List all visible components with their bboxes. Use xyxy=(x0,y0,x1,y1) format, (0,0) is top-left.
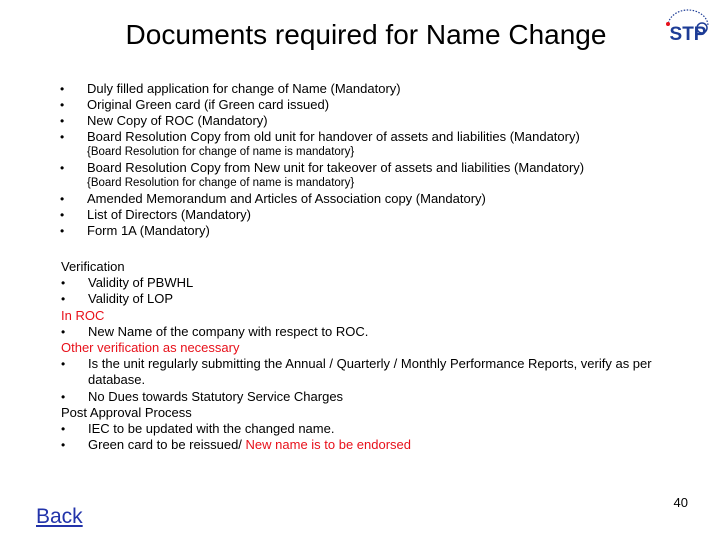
list-item: • New Copy of ROC (Mandatory) xyxy=(60,113,710,129)
logo-text: STP xyxy=(669,24,707,45)
list-item: • IEC to be updated with the changed name. xyxy=(61,421,701,437)
list-item-note: {Board Resolution for change of name is mandatory} xyxy=(87,177,355,189)
other-verification-heading: Other verification as necessary xyxy=(61,340,240,356)
list-item: • Form 1A (Mandatory) xyxy=(60,223,710,239)
list-item: • Duly filled application for change of Name (Mandatory) xyxy=(60,81,710,97)
list-item xyxy=(61,437,701,453)
list-item: • List of Directors (Mandatory) xyxy=(60,207,710,223)
list-item-note: {Board Resolution for change of name is mandatory} xyxy=(87,146,355,158)
green-card-text: Green card to be reissued/ xyxy=(88,437,246,453)
list-item: • Is the unit regularly submitting the Annual / Quarterly / Monthly Performance Reports, verify as per database. xyxy=(61,356,701,388)
stpi-logo-icon xyxy=(660,6,716,50)
list-item: • Validity of PBWHL xyxy=(61,275,701,291)
roc-heading: In ROC xyxy=(61,307,105,323)
list-item: • Board Resolution Copy from New unit for takeover of assets and liabilities (Mandatory) {Board Resolution for change of name is mandatory} xyxy=(60,160,710,191)
slide-title: Documents required for Name Change xyxy=(125,19,607,50)
list-item: • Original Green card (if Green card issued) xyxy=(60,97,710,113)
list-item: • Amended Memorandum and Articles of Association copy (Mandatory) xyxy=(60,191,710,207)
list-item: • Validity of LOP xyxy=(61,291,701,307)
verification-section xyxy=(61,259,701,453)
back-link[interactable]: Back xyxy=(36,505,83,528)
post-approval-heading: Post Approval Process xyxy=(61,404,192,420)
list-item: • New Name of the company with respect to ROC. xyxy=(61,324,701,340)
page-number: 40 xyxy=(673,495,688,510)
documents-list xyxy=(60,81,710,239)
list-item: • Board Resolution Copy from old unit for handover of assets and liabilities (Mandatory) {Board Resolution for change of name is mandatory} xyxy=(60,129,710,160)
endorse-text: New name is to be endorsed xyxy=(245,437,412,453)
verification-heading: Verification xyxy=(61,259,125,274)
list-item: • No Dues towards Statutory Service Charges xyxy=(61,389,701,405)
